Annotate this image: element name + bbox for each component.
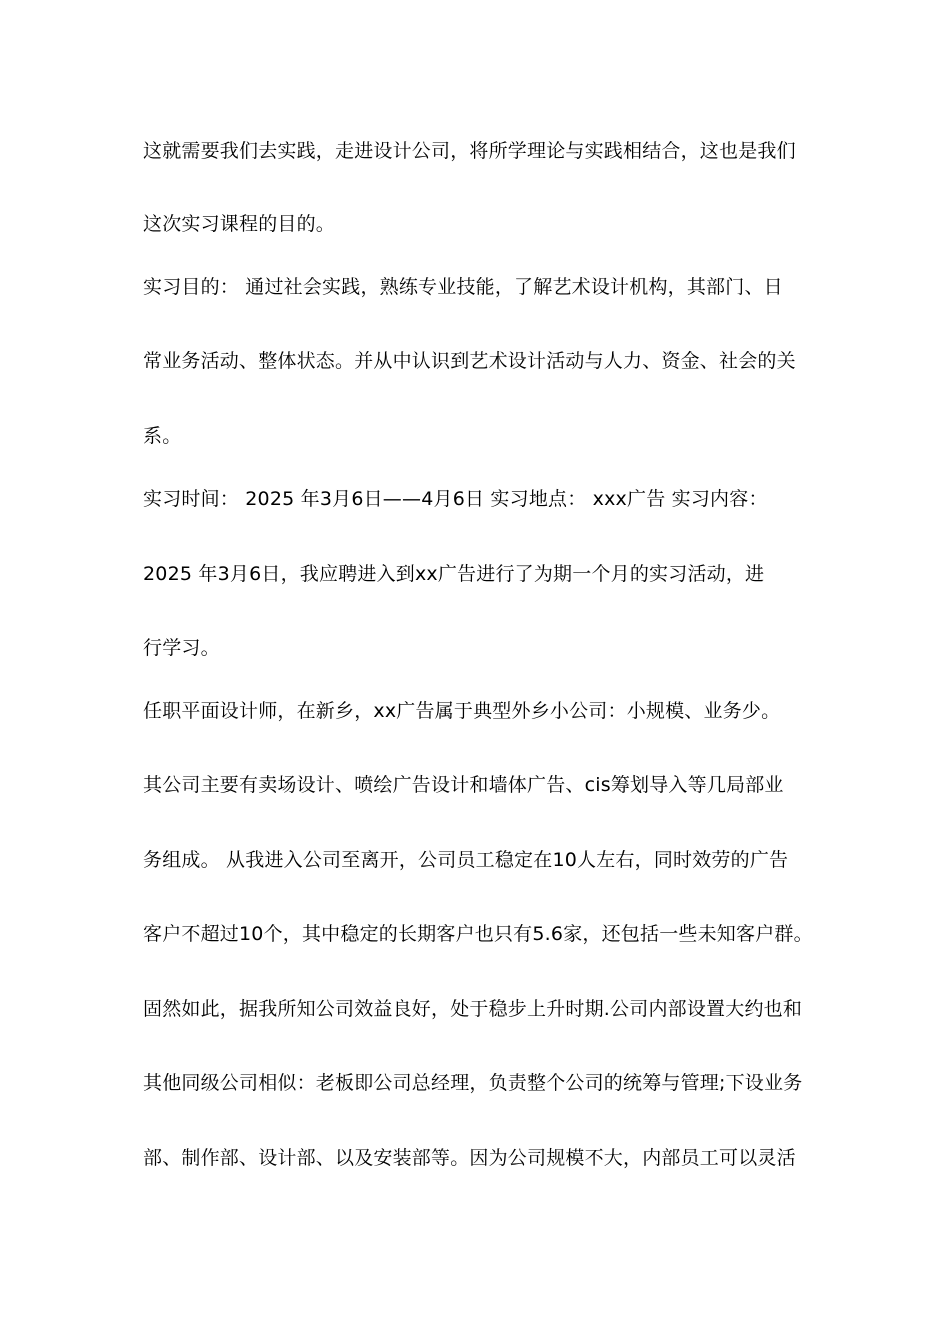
text-line: 常业务活动、整体状态。并从中认识到艺术设计活动与人力、资金、社会的关 xyxy=(143,350,796,372)
text-line: 务组成。 从我进入公司至离开，公司员工稳定在10人左右，同时效劳的广告 xyxy=(143,849,789,871)
text-line: 系。 xyxy=(143,425,182,447)
text-line: 这次实习课程的目的。 xyxy=(143,213,336,235)
text-line: 这就需要我们去实践，走进设计公司，将所学理论与实践相结合，这也是我们 xyxy=(143,140,796,162)
text-line: 实习时间： 2025 年3月6日——4月6日 实习地点： xxx广告 实习内容： xyxy=(143,488,768,510)
text-line: 行学习。 xyxy=(143,637,220,659)
text-line: 固然如此，据我所知公司效益良好，处于稳步上升时期.公司内部设置大约也和 xyxy=(143,998,803,1020)
text-line: 客户不超过10个，其中稳定的长期客户也只有5.6家，还包括一些未知客户群。 xyxy=(143,923,813,945)
text-line: 2025 年3月6日，我应聘进入到xx广告进行了为期一个月的实习活动，进 xyxy=(143,563,765,585)
text-line: 任职平面设计师，在新乡，xx广告属于典型外乡小公司：小规模、业务少。 xyxy=(143,700,781,722)
text-line: 实习目的： 通过社会实践，熟练专业技能，了解艺术设计机构，其部门、日 xyxy=(143,276,783,298)
text-line: 其他同级公司相似：老板即公司总经理，负责整个公司的统筹与管理;下设业务 xyxy=(143,1072,803,1094)
text-line: 部、制作部、设计部、以及安装部等。因为公司规模不大，内部员工可以灵活 xyxy=(143,1147,796,1169)
text-line: 其公司主要有卖场设计、喷绘广告设计和墙体广告、cis筹划导入等几局部业 xyxy=(143,774,784,796)
